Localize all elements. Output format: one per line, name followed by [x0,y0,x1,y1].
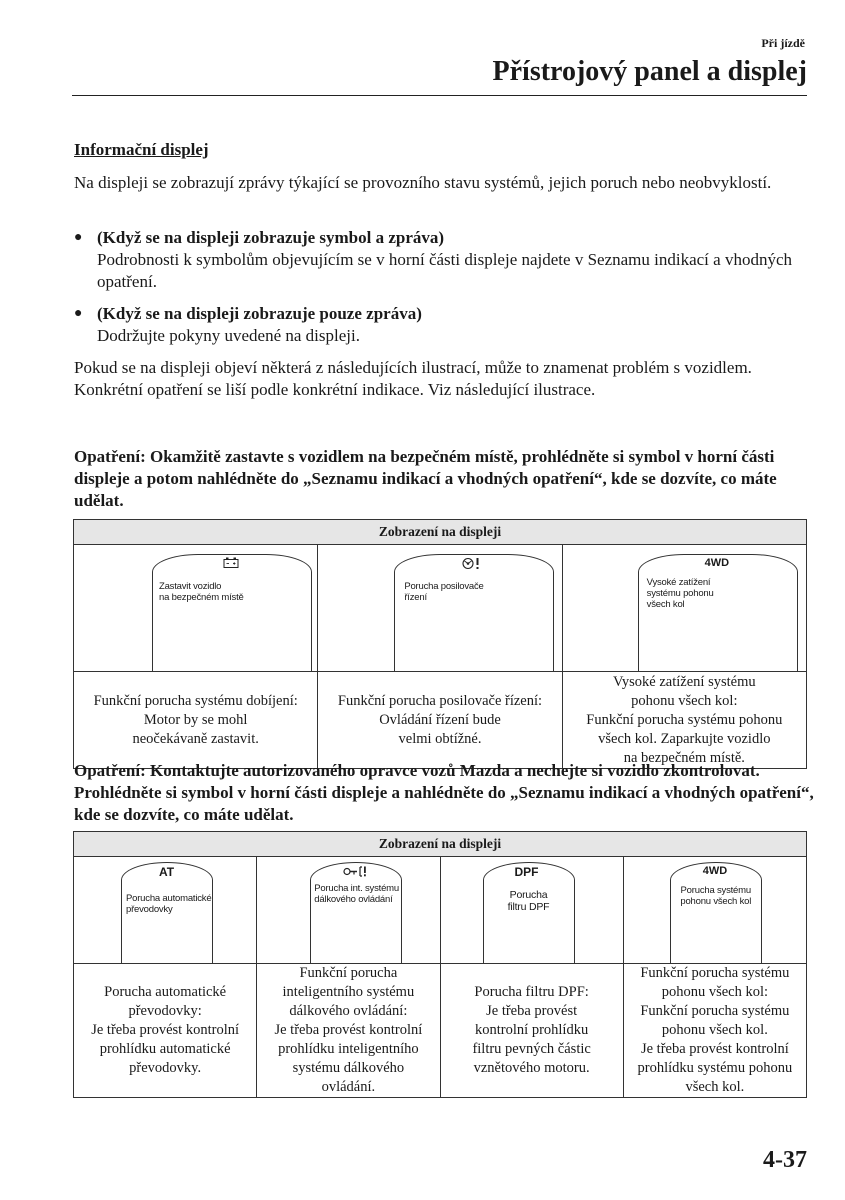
dpf-symbol: DPF [514,865,539,879]
display-frame [483,862,575,963]
display-message: Porucha systému pohonu všech kol [680,885,752,907]
display-message: Porucha posilovače řízení [404,581,484,603]
display-illustration [623,857,806,964]
bullet-heading: (Když se na displeji zobrazuje symbol a zpráva) [97,228,445,247]
4wd-symbol: 4WD [702,865,728,877]
display-message: Vysoké zatížení systému pohonu všech kol [646,577,714,610]
battery-icon [223,557,239,571]
section-label: Při jízdě [761,36,805,50]
table-cell-description: Funkční porucha inteligentního systému dálkového ovládání: Je třeba provést kontrolní prohlídku inteligentního systému dálkového ovládání. [257,964,440,1098]
action-instruction-1: Opatření: Okamžitě zastavte s vozidlem na bezpečném místě, prohlédněte si symbol v horní části displeje a potom nahlédněte do „Seznamu indikací a vhodných opatření“, kde se dozvíte, co máte udělat. [74,447,777,510]
display-table-1 [73,519,807,769]
table-cell-description: Funkční porucha systému dobíjení: Motor by se mohl neočekávaně zastavit. [74,672,318,769]
display-message: Porucha int. systému dálkového ovládání [314,883,399,905]
table-header: Zobrazení na displeji [74,520,807,545]
action-instruction-2: Opatření: Kontaktujte autorizovaného opravce vozů Mazda a nechejte si vozidlo zkontrolovat. Prohlédněte si symbol v horní části displeje a nahlédněte do „Seznamu indikací a vhodných opatření“, kde se dozvíte, co máte udělat. [74,761,814,824]
at-symbol: AT [159,865,175,879]
table-cell-description: Porucha automatické převodovky: Je třeba provést kontrolní prohlídku automatické převodovky. [74,964,257,1098]
bullet-icon: ● [74,306,83,321]
bullet-heading: (Když se na displeji zobrazuje pouze zpráva) [97,304,422,323]
display-table-2 [73,831,807,1098]
display-illustration [74,857,257,964]
bullet-icon: ● [74,230,83,245]
display-frame [152,554,312,671]
page-number: 4-37 [763,1147,807,1173]
table-cell-description: Vysoké zatížení systému pohonu všech kol: Funkční porucha systému pohonu všech kol. Zaparkujte vozidlo na bezpečném místě. [562,672,806,769]
bullet-text: Podrobnosti k symbolům objevujícím se v horní části displeje najdete v Seznamu indikací a vhodných opatření. [97,250,792,291]
header-divider [72,95,807,96]
display-illustration [440,857,623,964]
display-illustration [562,545,806,672]
display-message: Zastavit vozidlo na bezpečném místě [159,581,244,603]
display-illustration [318,545,562,672]
display-frame [638,554,798,671]
4wd-symbol: 4WD [704,557,730,569]
subsection-heading: Informační displej [74,140,209,159]
display-illustration [257,857,440,964]
display-message: Porucha filtru DPF [507,889,550,913]
explanation-paragraph: Pokud se na displeji objeví některá z následujících ilustrací, může to znamenat problém s vozidlem. Konkrétní opatření se liší podle konkrétní indikace. Viz následující ilustrace. [74,358,752,399]
display-frame [310,862,402,963]
table-cell-description: Funkční porucha systému pohonu všech kol: Funkční porucha systému pohonu všech kol. Je třeba provést kontrolní prohlídku systému pohonu všech kol. [623,964,806,1098]
display-frame [394,554,554,671]
steering-warning-icon [461,557,483,573]
page-title: Přístrojový panel a displej [492,56,807,87]
display-message: Porucha automatické převodovky [126,893,212,915]
key-warning-icon [343,865,369,881]
table-header: Zobrazení na displeji [74,832,807,857]
display-frame [121,862,213,963]
bullet-text: Dodržujte pokyny uvedené na displeji. [97,326,360,345]
intro-paragraph: Na displeji se zobrazují zprávy týkající se provozního stavu systémů, jejich poruch nebo neobvyklostí. [74,173,772,192]
display-illustration [74,545,318,672]
table-cell-description: Porucha filtru DPF: Je třeba provést kontrolní prohlídku filtru pevných částic vznětového motoru. [440,964,623,1098]
display-frame [670,862,762,963]
table-cell-description: Funkční porucha posilovače řízení: Ovládání řízení bude velmi obtížné. [318,672,562,769]
